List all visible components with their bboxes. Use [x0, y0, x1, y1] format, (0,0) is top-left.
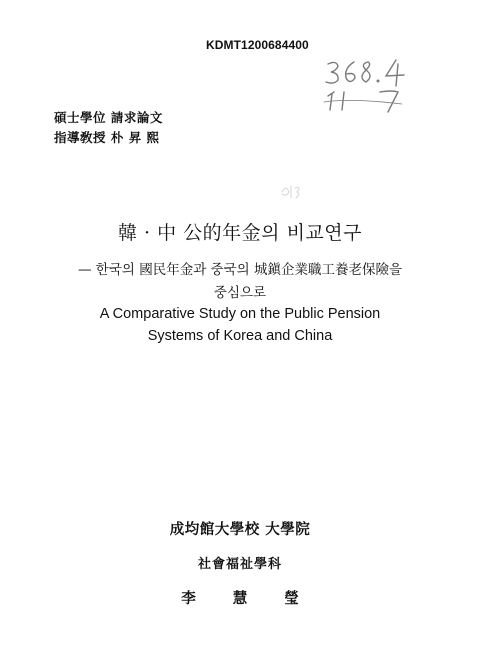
- english-title-line-2: Systems of Korea and China: [147, 328, 333, 344]
- advisor-label: 指導敎授 朴 昇 熙: [54, 130, 160, 145]
- english-title-line-1: A Comparative Study on the Public Pension: [99, 306, 381, 322]
- thesis-subtitle-line-2: 중심으로: [213, 285, 267, 301]
- thesis-subtitle-line-1: — 한국의 國民年金과 중국의 城鎭企業職工養老保險을: [78, 262, 402, 278]
- degree-label: 碩士學位 請求論文: [54, 110, 163, 125]
- document-code: KDMT1200684400: [206, 38, 309, 52]
- faint-pencil-mark: [280, 182, 304, 200]
- department-name: 社會福祉學科: [197, 557, 282, 572]
- university-name: 成均館大學校 大學院: [169, 521, 311, 538]
- author-name: 李 慧 瑩: [181, 590, 315, 607]
- handwritten-call-number: [322, 58, 418, 114]
- thesis-title: 韓 · 中 公的年金의 비교연구: [118, 222, 362, 244]
